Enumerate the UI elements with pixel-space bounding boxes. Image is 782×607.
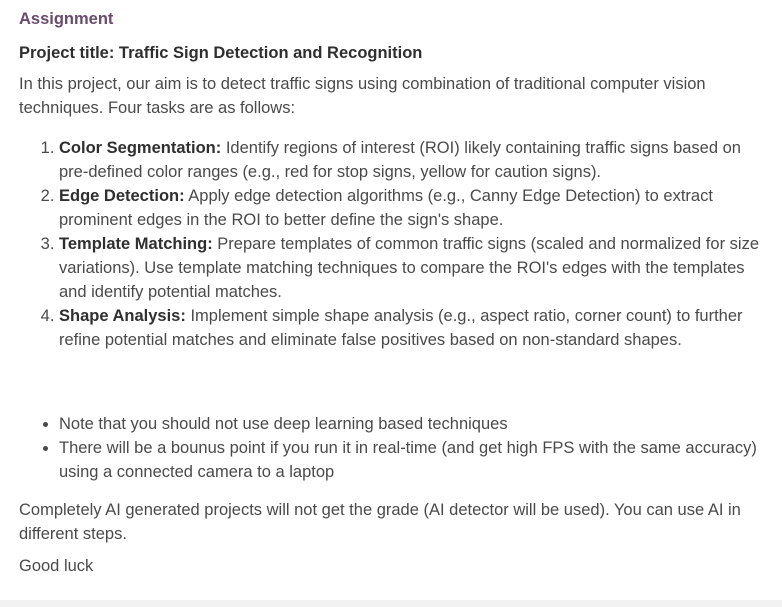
project-title: Project title: Traffic Sign Detection and Recognition: [19, 44, 423, 62]
task-description: Implement simple shape analysis (e.g., aspect ratio, corner count) to further refine potential matches and eliminate false positives based on non-standard shapes.: [59, 307, 743, 349]
task-item: [59, 136, 769, 184]
note-item: • Note that you should not use deep learning based techniques: [59, 412, 769, 436]
intro-paragraph: In this project, our aim is to detect traffic signs using combination of traditional computer vision techniques. Four tasks are as follows:: [19, 75, 706, 117]
task-list: [19, 136, 769, 352]
task-item: [59, 184, 769, 232]
task-description: Prepare templates of common traffic signs (scaled and normalized for size variations). Use template matching techniques to compare the ROI's edges with the templates and identify potential matches.: [59, 235, 759, 301]
task-title: Shape Analysis:: [59, 307, 186, 325]
signoff-text: Good luck: [19, 557, 94, 575]
task-title: Template Matching:: [59, 235, 213, 253]
closing-paragraph: Completely AI generated projects will not get the grade (AI detector will be used). You can use AI in different steps.: [19, 501, 741, 543]
note-item: • There will be a bounus point if you run it in real-time (and get high FPS with the same accuracy) using a connected camera to a laptop: [59, 436, 769, 484]
task-description: Apply edge detection algorithms (e.g., Canny Edge Detection) to extract prominent edges in the ROI to better define the sign's shape.: [59, 187, 713, 229]
task-title: Edge Detection:: [59, 187, 185, 205]
task-description: Identify regions of interest (ROI) likely containing traffic signs based on pre-defined color ranges (e.g., red for stop signs, yellow for caution signs).: [59, 139, 741, 181]
task-item: [59, 304, 769, 352]
task-title: Color Segmentation:: [59, 139, 222, 157]
section-heading: Assignment: [19, 10, 114, 28]
page-bottom-bar: [0, 600, 782, 607]
notes-list: [19, 412, 769, 484]
assignment-content: [19, 0, 769, 578]
task-item: [59, 232, 769, 304]
